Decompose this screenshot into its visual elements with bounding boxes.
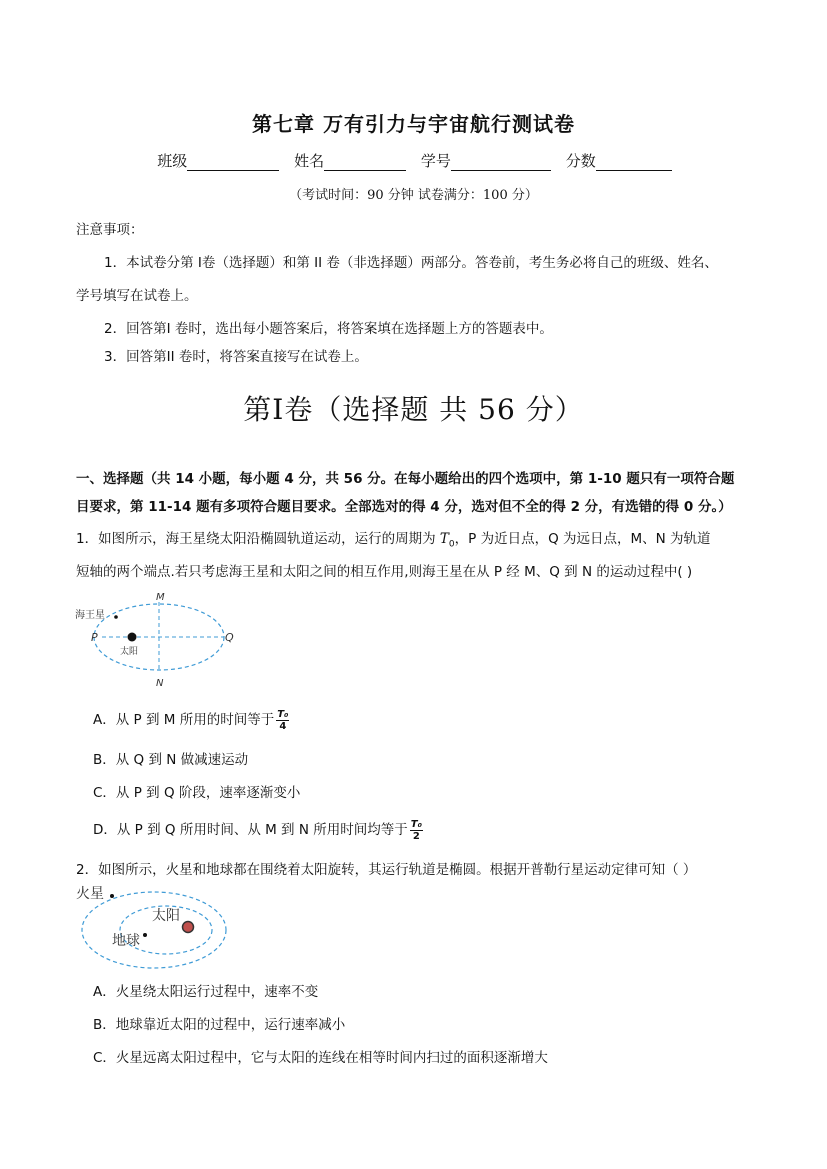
q1-option-b[interactable]: B．从 Q 到 N 做减速运动 — [93, 752, 249, 768]
q1-option-a-text: A．从 P 到 M 所用的时间等于 — [93, 712, 275, 728]
label-q: Q — [225, 631, 234, 644]
label-p: P — [91, 631, 98, 644]
sun-label: 太阳 — [120, 647, 139, 657]
q1-option-d-fraction — [410, 819, 423, 842]
neptune-dot — [114, 615, 118, 619]
q1-orbit-figure — [72, 588, 242, 690]
fraction-numerator: T₀ — [410, 818, 422, 830]
score-field[interactable] — [596, 154, 672, 171]
q1-option-a[interactable] — [93, 708, 289, 732]
label-m: M — [156, 592, 165, 603]
earth-label: 地球 — [112, 933, 140, 949]
q2-option-c[interactable]: C．火星远离太阳过程中，它与太阳的连线在相等时间内扫过的面积逐渐增大 — [93, 1050, 548, 1066]
student-id-field[interactable] — [451, 154, 551, 171]
mars-dot — [110, 894, 114, 898]
q2-stem: 2．如图所示，火星和地球都在围绕着太阳旋转，其运行轨道是椭圆。根据开普勒行星运动定律可知（ ） — [76, 862, 697, 878]
notice-item-1-line-1: 1．本试卷分第 I卷（选择题）和第 II 卷（非选择题）两部分。答卷前，考生务必将自己的班级、姓名、 — [104, 255, 718, 271]
class-label: 班级 — [157, 152, 188, 170]
q1-option-c[interactable]: C．从 P 到 Q 阶段，速率逐渐变小 — [93, 785, 301, 801]
q2-option-a[interactable]: A．火星绕太阳运行过程中，速率不变 — [93, 984, 319, 1000]
sun-dot — [128, 633, 137, 642]
notice-item-2: 2．回答第I 卷时，选出每小题答案后，将答案填在选择题上方的答题表中。 — [104, 321, 553, 337]
instructions-line-1: 一、选择题（共 14 小题，每小题 4 分，共 56 分。在每小题给出的四个选项中，第 1-10 题只有一项符合题 — [76, 471, 735, 487]
sun-label: 太阳 — [152, 908, 180, 924]
neptune-label: 海王星 — [75, 610, 105, 621]
q1-period-symbol: T — [439, 531, 449, 547]
q1-option-a-fraction — [276, 709, 289, 732]
notice-item-3: 3．回答第II 卷时，将答案直接写在试卷上。 — [104, 349, 368, 365]
fraction-denominator: 4 — [279, 720, 287, 732]
name-label: 姓名 — [294, 152, 325, 170]
section-title: 第I卷（选择题 共 56 分） — [243, 393, 584, 426]
q1-option-d-text: D．从 P 到 Q 所用时间、从 M 到 N 所用时间均等于 — [93, 822, 408, 838]
sun-dot — [183, 922, 194, 933]
exam-meta: （考试时间：90 分钟 试卷满分：100 分） — [289, 188, 538, 203]
notice-heading: 注意事项： — [76, 222, 144, 238]
q1-stem-part-a: 1．如图所示，海王星绕太阳沿椭圆轨道运动，运行的周期为 — [76, 531, 440, 547]
page-title: 第七章 万有引力与宇宙航行测试卷 — [252, 112, 575, 136]
earth-dot — [143, 933, 147, 937]
notice-item-1-line-2: 学号填写在试卷上。 — [76, 288, 198, 304]
class-field[interactable] — [187, 154, 279, 171]
q2-option-b[interactable]: B．地球靠近太阳的过程中，运行速率减小 — [93, 1017, 346, 1033]
fraction-numerator: T₀ — [277, 708, 289, 720]
q1-stem-line-1 — [76, 527, 711, 550]
q1-option-d[interactable] — [93, 818, 423, 842]
q2-orbit-figure — [72, 878, 232, 974]
student-id-label: 学号 — [420, 152, 451, 170]
score-label: 分数 — [565, 152, 596, 170]
fraction-denominator: 2 — [412, 830, 420, 842]
mars-orbit — [82, 892, 226, 968]
label-n: N — [156, 678, 164, 689]
q1-period-subscript: 0 — [448, 539, 455, 550]
student-info-fields — [0, 150, 827, 171]
instructions-line-2: 目要求，第 11-14 题有多项符合题目要求。全部选对的得 4 分，选对但不全的得 2 分，有选错的得 0 分。） — [76, 499, 732, 515]
q1-stem-line-2: 短轴的两个端点.若只考虑海王星和太阳之间的相互作用,则海王星在从 P 经 M、Q 到 N 的运动过程中( ) — [76, 564, 693, 580]
q1-stem-part-b: ，P 为近日点，Q 为远日点，M、N 为轨道 — [454, 531, 711, 547]
mars-label: 火星 — [76, 886, 104, 902]
name-field[interactable] — [324, 154, 406, 171]
